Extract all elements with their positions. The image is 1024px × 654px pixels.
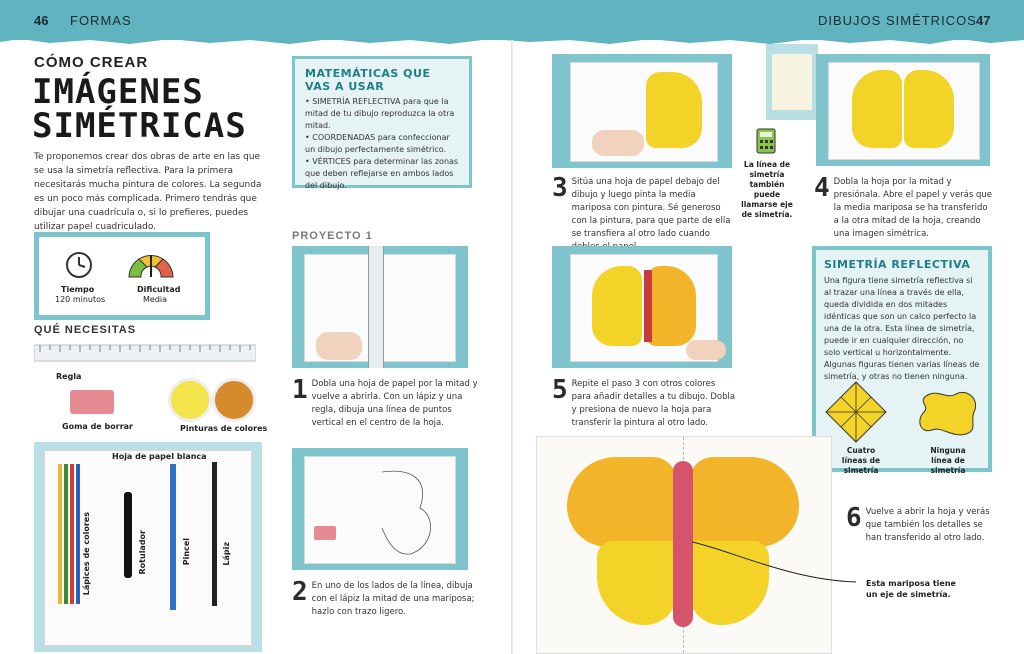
paper-label: Hoja de papel blanca — [112, 452, 207, 461]
step3-photo — [552, 54, 732, 168]
supplies-photo — [34, 442, 262, 652]
calc-note: La línea de simetría también puede llamarse eje de simetría. — [741, 160, 793, 219]
step4-paint-left — [852, 70, 902, 148]
folded-paper — [772, 54, 812, 110]
ruler-label: Regla — [56, 372, 82, 381]
butterfly-outline — [380, 468, 440, 558]
butterfly-wing-lower-left — [597, 541, 677, 625]
butterfly-caption: Esta mariposa tiene un eje de simetría. — [866, 579, 956, 599]
difficulty-label: Dificultad — [137, 285, 181, 294]
step2-photo — [292, 448, 468, 570]
intro-kicker: CÓMO CREAR — [34, 54, 149, 71]
pencils-label: Lápices de colores — [82, 512, 91, 596]
butterfly-wing-upper-right — [689, 457, 799, 547]
step5-paint-right — [646, 266, 696, 346]
step-4 — [814, 173, 994, 241]
time-value: 120 minutos — [55, 295, 106, 304]
reflective-text: Una figura tiene simetría reflectiva si al trazar una línea a través de ella, queda dividida en dos mitades idénticas que son un calco perfecto la una de la otra. Esta línea de simetría, puede ir en cualquier dirección, no solo vertical u horizontalmente. Algunas figuras tienen varias líneas de simetría, y otras no tienen ninguna. — [824, 276, 980, 381]
step1-ruler — [368, 246, 384, 368]
intro-title-line2: SIMÉTRICAS — [32, 106, 247, 146]
pencil-label: Lápiz — [222, 542, 231, 566]
diamond-symmetry-figure — [824, 380, 888, 444]
step5-paint-left — [592, 266, 642, 346]
step4-photo — [816, 54, 990, 166]
step-2 — [292, 577, 478, 619]
marker-label: Rotulador — [138, 530, 147, 575]
paints-label: Pinturas de colores — [180, 424, 268, 433]
red-pencil — [70, 464, 74, 604]
orange-paint-image — [212, 378, 256, 422]
step5-red-detail — [644, 270, 652, 342]
eraser-label: Goma de borrar — [62, 422, 133, 431]
project-heading: PROYECTO 1 — [292, 230, 373, 242]
reflective-box — [812, 246, 992, 475]
reflective-caption-right: Ninguna línea de simetría — [930, 446, 966, 475]
step2-text: En uno de los lados de la línea, dibuja con el lápiz la mitad de una mariposa; hazlo con trazo ligero. — [311, 581, 475, 617]
step5-text: Repite el paso 3 con otros colores para añadir detalles a tu dibujo. Dobla y presiona de nuevo la hoja para transferir la pintura al otro lado. — [571, 379, 736, 428]
step3-text: Sitúa una hoja de papel debajo del dibujo y luego pinta la media mariposa con pintura. Sé generoso con la pintura, para que parte de ella se transfiera al otro lado cuando — [571, 177, 731, 239]
right-page-number: 47 — [976, 13, 991, 28]
step-6 — [846, 503, 994, 545]
step6-number: 6 — [846, 503, 862, 533]
reflective-caption-left: Cuatro líneas de simetría — [841, 446, 881, 475]
math-heading: MATEMÁTICAS QUE VAS A USAR — [305, 67, 431, 93]
step5-photo — [552, 246, 732, 368]
step1-number: 1 — [292, 375, 308, 405]
difficulty-gauge-icon — [125, 249, 177, 279]
calculator-icon — [756, 128, 776, 154]
step1-text: Dobla una hoja de papel por la mitad y vuelve a abrirla. Con un lápiz y una regla, dibuja una línea de puntos vertical en el centro de la hoja. — [311, 379, 478, 428]
math-box — [292, 56, 472, 188]
butterfly-pointer-line — [690, 540, 860, 590]
green-pencil — [64, 464, 68, 604]
brush-image — [170, 464, 176, 610]
step3-hand — [592, 130, 644, 156]
math-item-3: • VÉRTICES para determinar las zonas que deben reflejarse en ambos lados del dibujo. — [305, 157, 459, 190]
step3-paint — [646, 72, 702, 148]
ruler-image — [34, 344, 256, 362]
intro-text: Te proponemos crear dos obras de arte en las que se usa la simetría reflectiva. Para la primera necesitarás mucha pintura de colores. La segunda es un poco más complicada. Primero tendrás que dibujar una cuadrícula o, si lo prefieres, puedes utilizar papel cuadriculado. — [34, 152, 262, 232]
step1-hand — [316, 332, 362, 360]
right-running-head: DIBUJOS SIMÉTRICOS — [818, 13, 977, 28]
book-spine — [511, 40, 513, 654]
info-box — [34, 232, 210, 320]
intro-title-line1: IMÁGENES — [32, 72, 204, 112]
step-1 — [292, 375, 478, 430]
step-5 — [552, 375, 736, 430]
step4-paint-right — [904, 70, 954, 148]
clock-icon — [65, 251, 93, 279]
math-item-2: • COORDENADAS para confeccionar un dibujo perfectamente simétrico. — [305, 133, 450, 154]
step4-fold-photo — [766, 44, 818, 120]
step4-number: 4 — [814, 173, 830, 203]
marker-image — [124, 492, 132, 578]
eraser-image — [70, 390, 114, 414]
step-3 — [552, 173, 736, 254]
pencil-image — [212, 462, 217, 606]
step5-number: 5 — [552, 375, 568, 405]
brush-label: Pincel — [182, 538, 191, 566]
blue-pencil — [76, 464, 80, 604]
left-running-head: FORMAS — [70, 13, 132, 28]
step3-number: 3 — [552, 173, 568, 203]
time-label: Tiempo — [61, 285, 95, 294]
reflective-heading: SIMETRÍA REFLECTIVA — [824, 258, 971, 271]
step5-hand — [686, 340, 726, 360]
left-page-number: 46 — [34, 13, 49, 28]
step2-eraser — [314, 526, 336, 540]
step6-text: Vuelve a abrir la hoja y verás que también los detalles se han transferido al otro lado. — [865, 507, 990, 543]
needs-heading: QUÉ NECESITAS — [34, 324, 137, 336]
math-item-1: • SIMETRÍA REFLECTIVA para que la mitad de tu dibujo reproduzca la otra mitad. — [305, 97, 455, 130]
butterfly-wing-upper-left — [567, 457, 677, 547]
blob-figure — [916, 386, 982, 438]
difficulty-value: Media — [143, 295, 168, 304]
step2-number: 2 — [292, 577, 308, 607]
yellow-pencil — [58, 464, 62, 604]
step4-text: Dobla la hoja por la mitad y presiónala. Abre el papel y verás que la media mariposa se ha transferido a la otra mitad de la hoja, creando una imagen simétrica. — [833, 177, 993, 239]
yellow-paint-image — [168, 378, 212, 422]
step1-photo — [292, 246, 468, 368]
